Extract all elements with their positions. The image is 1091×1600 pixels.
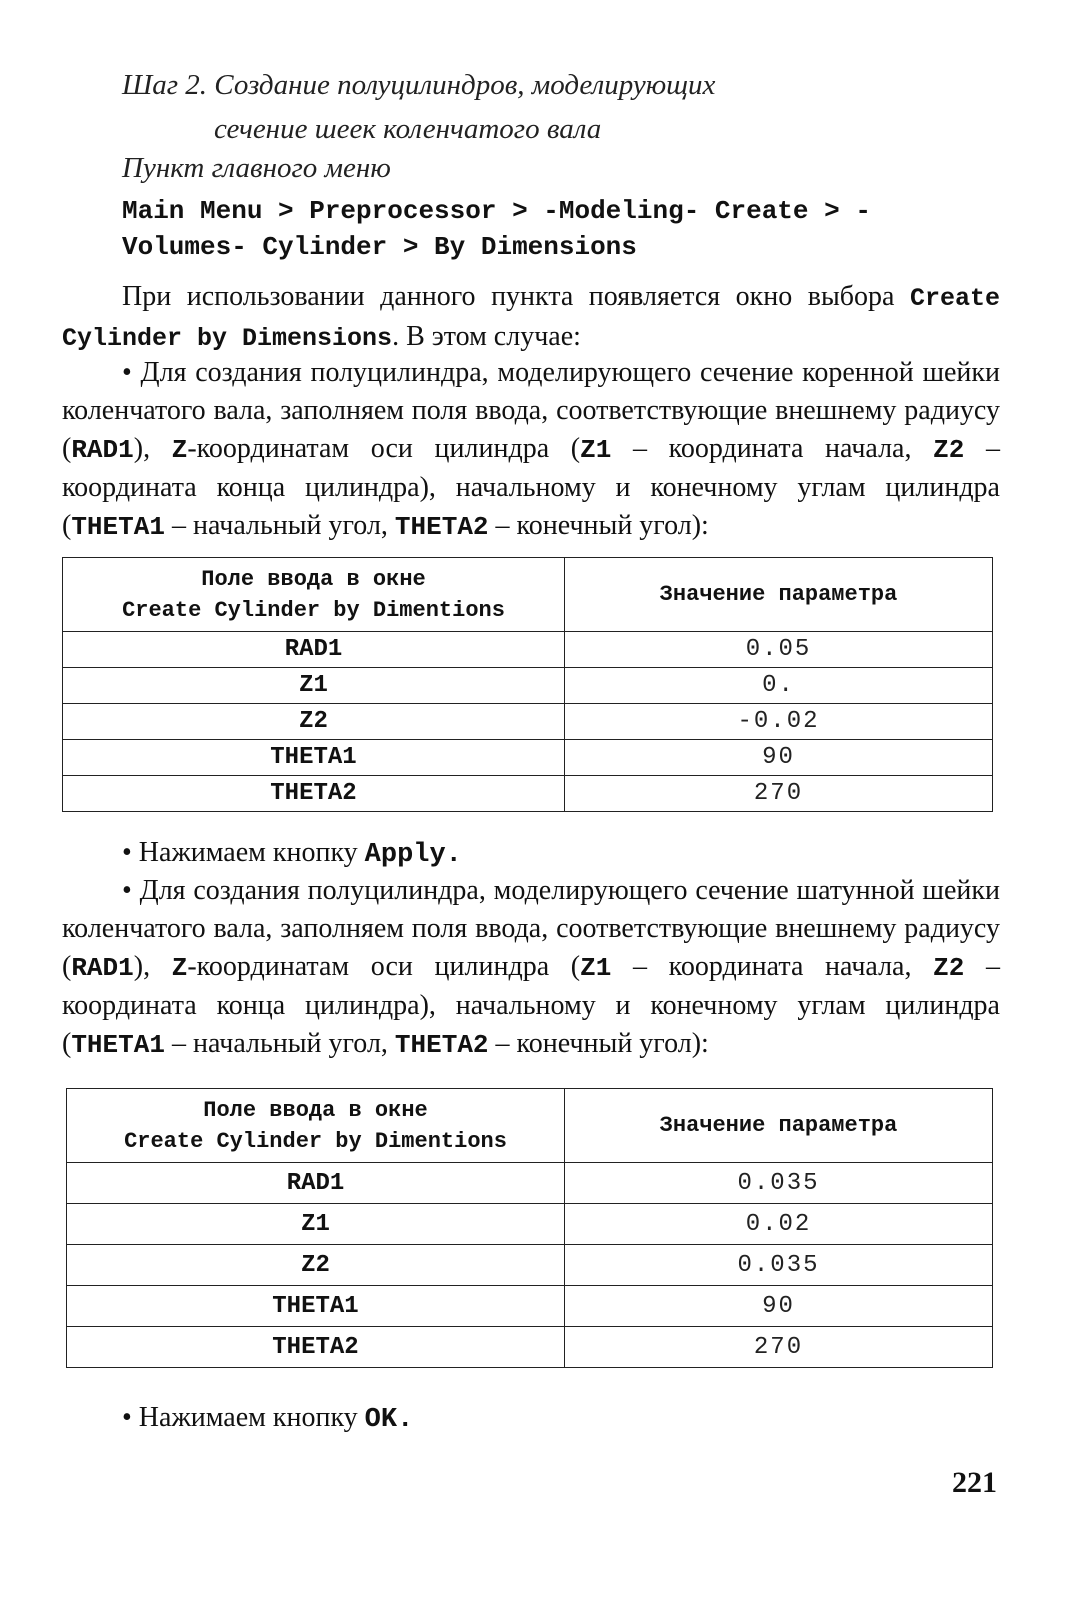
bullet-paragraph-1 bbox=[62, 354, 1000, 546]
bullet1-text-6: – начальный угол, bbox=[164, 510, 395, 541]
menu-path-line1: Main Menu > Preprocessor > -Modeling- Create > - bbox=[122, 196, 871, 226]
field-cell: THETA1 bbox=[67, 1286, 565, 1327]
intro-text: При использовании данного пункта появляется окно выбора bbox=[122, 281, 910, 312]
bullet1-text-5: – координата конца цилиндра), начальному и конечному углам цилиндра ( bbox=[62, 433, 1001, 541]
apply-button-name: Apply. bbox=[364, 840, 462, 870]
step-title bbox=[122, 63, 715, 151]
value-cell: 0.02 bbox=[565, 1204, 993, 1245]
menu-path-line2: Volumes- Cylinder > By Dimensions bbox=[122, 232, 637, 262]
field-cell: RAD1 bbox=[67, 1163, 565, 1204]
ok-step bbox=[122, 1399, 413, 1439]
value-cell: -0.02 bbox=[565, 704, 993, 740]
bullet2-text-4: – координата начала, bbox=[611, 951, 934, 982]
bullet1-theta2: THETA2 bbox=[394, 512, 489, 542]
table-row bbox=[67, 1245, 993, 1286]
parameters-table-2 bbox=[66, 1088, 993, 1368]
value-cell: 0. bbox=[565, 668, 993, 704]
step-title-line2: сечение шеек коленчатого вала bbox=[214, 113, 602, 145]
field-cell: THETA1 bbox=[63, 740, 565, 776]
header-value: Значение параметра bbox=[565, 558, 993, 632]
table-row bbox=[63, 704, 993, 740]
table-header-row bbox=[67, 1089, 993, 1163]
table-row bbox=[63, 632, 993, 668]
field-cell: Z2 bbox=[67, 1245, 565, 1286]
bullet2-text-2: ), bbox=[133, 951, 172, 982]
field-cell: Z1 bbox=[63, 668, 565, 704]
bullet2-text-7: – конечный угол): bbox=[488, 1028, 709, 1059]
table-row bbox=[63, 740, 993, 776]
value-cell: 270 bbox=[565, 776, 993, 812]
header-field-line1: Поле ввода в окне bbox=[201, 566, 426, 592]
bullet2-theta2: THETA2 bbox=[394, 1030, 489, 1060]
bullet2-text-6: – начальный угол, bbox=[164, 1028, 395, 1059]
bullet1-text-2: ), bbox=[133, 433, 172, 464]
intro-text-end: . В этом случае: bbox=[392, 321, 581, 352]
intro-paragraph bbox=[62, 278, 1000, 358]
table-row bbox=[67, 1204, 993, 1245]
bullet1-theta1: THETA1 bbox=[71, 512, 165, 542]
apply-step-text: • Нажимаем кнопку bbox=[122, 837, 365, 868]
bullet2-z2: Z2 bbox=[933, 953, 965, 983]
table-row bbox=[67, 1327, 993, 1368]
apply-step bbox=[122, 834, 462, 874]
bullet-paragraph-2 bbox=[62, 872, 1000, 1064]
bullet2-text: • Для создания полуцилиндра, моделирующего сечение шатунной шейки коленчатого вала, заполняем поля ввода, соответствующие внешнему радиусу ( bbox=[62, 875, 1000, 982]
header-field-line2: Create Cylinder by Dimentions bbox=[122, 597, 505, 623]
field-cell: THETA2 bbox=[63, 776, 565, 812]
ok-button-name: OK. bbox=[364, 1405, 414, 1435]
bullet2-z: Z bbox=[171, 953, 188, 983]
bullet1-text-4: – координата начала, bbox=[611, 433, 934, 464]
table-row bbox=[63, 776, 993, 812]
bullet1-rad1: RAD1 bbox=[71, 435, 134, 465]
header-value: Значение параметра bbox=[565, 1089, 993, 1163]
ok-step-text: • Нажимаем кнопку bbox=[122, 1402, 365, 1433]
header-field bbox=[63, 558, 565, 632]
bullet2-rad1: RAD1 bbox=[71, 953, 134, 983]
field-cell: Z2 bbox=[63, 704, 565, 740]
bullet1-text-3: -координатам оси цилиндра ( bbox=[187, 433, 581, 464]
header-field-line2: Create Cylinder by Dimentions bbox=[124, 1128, 507, 1154]
header-field-line1: Поле ввода в окне bbox=[203, 1097, 428, 1123]
field-cell: Z1 bbox=[67, 1204, 565, 1245]
table-header-row bbox=[63, 558, 993, 632]
menu-path bbox=[122, 193, 1002, 265]
bullet2-z1: Z1 bbox=[580, 953, 612, 983]
value-cell: 90 bbox=[565, 1286, 993, 1327]
page-number: 221 bbox=[952, 1466, 997, 1499]
value-cell: 0.035 bbox=[565, 1245, 993, 1286]
field-cell: RAD1 bbox=[63, 632, 565, 668]
bullet2-text-3: -координатам оси цилиндра ( bbox=[187, 951, 581, 982]
menu-label: Пункт главного меню bbox=[122, 152, 391, 184]
value-cell: 0.05 bbox=[565, 632, 993, 668]
field-cell: THETA2 bbox=[67, 1327, 565, 1368]
table-row bbox=[63, 668, 993, 704]
bullet1-text-7: – конечный угол): bbox=[488, 510, 709, 541]
step-title-line1: Шаг 2. Создание полуцилиндров, моделирующих bbox=[122, 69, 716, 101]
bullet1-z: Z bbox=[171, 435, 188, 465]
value-cell: 270 bbox=[565, 1327, 993, 1368]
table-row bbox=[67, 1286, 993, 1327]
bullet1-text: • Для создания полуцилиндра, моделирующего сечение коренной шейки коленчатого вала, заполняем поля ввода, соответствующие внешнему радиусу ( bbox=[62, 357, 1000, 464]
header-field bbox=[67, 1089, 565, 1163]
value-cell: 0.035 bbox=[565, 1163, 993, 1204]
bullet1-z2: Z2 bbox=[933, 435, 965, 465]
parameters-table-1 bbox=[62, 557, 993, 812]
window-name: Create Cylinder by Dimensions bbox=[62, 284, 1000, 353]
table-row bbox=[67, 1163, 993, 1204]
bullet2-text-5: – координата конца цилиндра), начальному и конечному углам цилиндра ( bbox=[62, 951, 1001, 1059]
value-cell: 90 bbox=[565, 740, 993, 776]
bullet2-theta1: THETA1 bbox=[71, 1030, 165, 1060]
bullet1-z1: Z1 bbox=[580, 435, 612, 465]
